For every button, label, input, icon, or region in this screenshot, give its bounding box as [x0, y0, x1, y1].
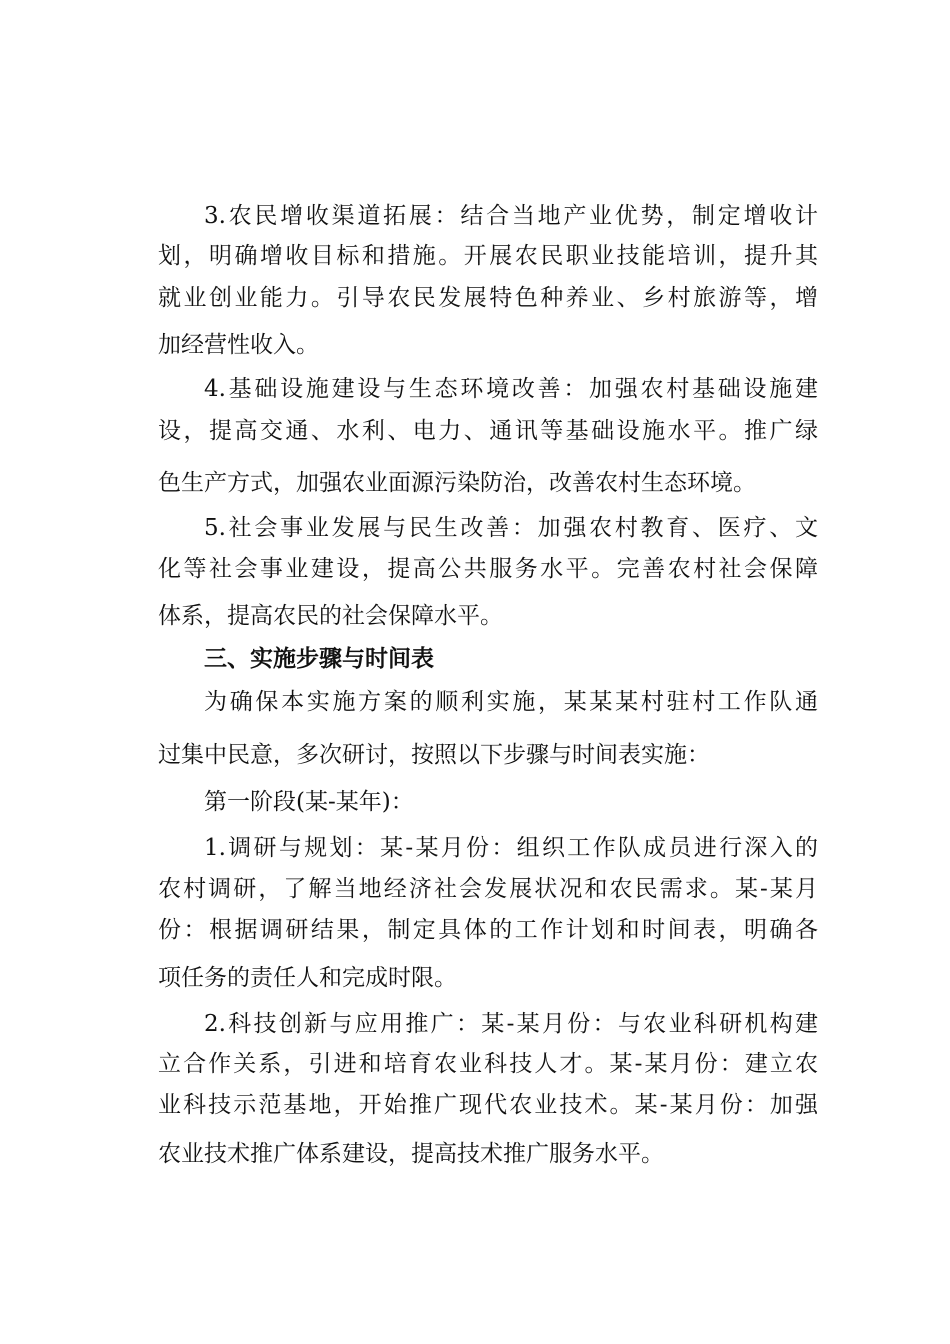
text-line: 为确保本实施方案的顺利实施，某某某村驻村工作队通	[204, 689, 818, 715]
text-line: 5.社会事业发展与民生改善：加强农村教育、医疗、文	[204, 515, 818, 541]
text-line: 份：根据调研结果，制定具体的工作计划和时间表，明确各	[158, 917, 818, 943]
text-line: 4.基础设施建设与生态环境改善：加强农村基础设施建	[204, 376, 818, 402]
text-line: 项任务的责任人和完成时限。	[158, 965, 457, 991]
text-line: 就业创业能力。引导农民发展特色种养业、乡村旅游等，增	[158, 285, 818, 311]
text-line: 3.农民增收渠道拓展：结合当地产业优势，制定增收计	[204, 203, 818, 229]
text-line: 体系，提高农民的社会保障水平。	[158, 603, 503, 629]
text-line: 化等社会事业建设，提高公共服务水平。完善农村社会保障	[158, 556, 818, 582]
section-heading: 三、实施步骤与时间表	[204, 646, 434, 672]
text-line: 立合作关系，引进和培育农业科技人才。某-某月份：建立农	[158, 1051, 818, 1077]
text-line: 业科技示范基地，开始推广现代农业技术。某-某月份：加强	[158, 1092, 818, 1118]
text-line: 划，明确增收目标和措施。开展农民职业技能培训，提升其	[158, 243, 818, 269]
text-line: 色生产方式，加强农业面源污染防治，改善农村生态环境。	[158, 470, 756, 496]
text-line: 农业技术推广体系建设，提高技术推广服务水平。	[158, 1141, 664, 1167]
text-line: 过集中民意，多次研讨，按照以下步骤与时间表实施：	[158, 742, 710, 768]
text-line: 设，提高交通、水利、电力、通讯等基础设施水平。推广绿	[158, 418, 818, 444]
text-line: 第一阶段(某-某年)：	[204, 789, 414, 815]
text-line: 2.科技创新与应用推广：某-某月份：与农业科研机构建	[204, 1011, 818, 1037]
text-line: 1.调研与规划：某-某月份：组织工作队成员进行深入的	[204, 835, 818, 861]
text-line: 农村调研，了解当地经济社会发展状况和农民需求。某-某月	[158, 876, 818, 902]
text-line: 加经营性收入。	[158, 332, 319, 358]
